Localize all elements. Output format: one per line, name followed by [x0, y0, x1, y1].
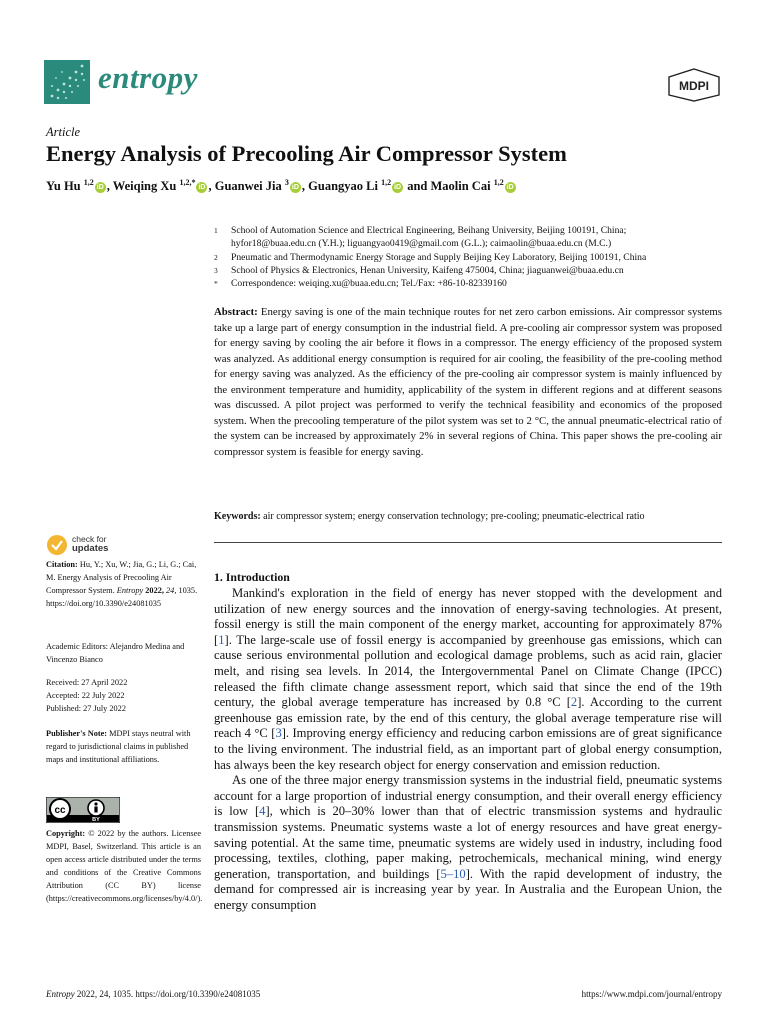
footer-citation	[46, 989, 260, 999]
publisher-note-text: MDPI stays neutral with regard to jurisdictional claims in published maps and institutional affiliations.	[46, 729, 191, 765]
reference-link[interactable]: 5–10	[440, 866, 466, 881]
reference-link[interactable]: 1	[218, 632, 225, 647]
author-affiliation-sup: 1,2	[493, 178, 504, 187]
svg-text:BY: BY	[92, 817, 100, 823]
section-heading: 1. Introduction	[214, 570, 290, 584]
journal-name: entropy	[98, 60, 198, 95]
check-updates-icon	[46, 534, 68, 556]
abstract-label: Abstract:	[214, 306, 258, 318]
orcid-icon[interactable]: iD	[96, 183, 104, 191]
keywords-text: air compressor system; energy conservation technology; pre-cooling; pneumatic-electrical ratio	[263, 511, 645, 522]
orcid-icon[interactable]: iD	[198, 183, 206, 191]
author-name: Weiqing Xu $^{1,2,*}$iD	[112, 178, 206, 194]
author-affiliation-sup: 1,2	[83, 178, 94, 187]
citation-label: Citation:	[46, 560, 78, 569]
orcid-icon[interactable]: iD	[506, 183, 514, 191]
reference-link[interactable]: 4	[259, 804, 266, 819]
copyright-label: Copyright:	[46, 829, 86, 838]
publisher-note	[46, 727, 201, 766]
section-divider	[214, 542, 722, 543]
section-body	[214, 586, 722, 913]
affiliation-text: Pneumatic and Thermodynamic Energy Storage and Supply Beijing Key Laboratory, Beijing 100191, China	[231, 252, 647, 263]
affiliation-text: Correspondence: weiqing.xu@buaa.edu.cn; Tel./Fax: +86-10-82339160	[231, 278, 507, 289]
footer-journal: Entropy	[46, 989, 75, 999]
svg-text:cc: cc	[54, 805, 66, 816]
copyright-text: © 2022 by the authors. Licensee MDPI, Basel, Switzerland. This article is an open access article distributed under the terms and conditions of the Creative Commons Attribution (CC BY) license (https://creativecommons.org/licenses/by/4.0/).	[46, 829, 203, 904]
article-type: Article	[46, 125, 81, 139]
abstract	[214, 305, 722, 460]
mdpi-logo-icon	[666, 68, 722, 102]
entropy-logo-icon	[44, 60, 90, 104]
affiliation-text: School of Physics & Electronics, Henan University, Kaifeng 475004, China; jiaguanwei@buaa.edu.cn	[231, 265, 624, 276]
citation-volume: 24,	[166, 586, 177, 596]
paragraph-1: Mankind's exploration in the field of energy has never stopped with the development and utilization of new energy sources and the innovation of energy-saving technologies. At present, fossil energy is still the main component of the energy market, accounting for approximately 87% [1]. The large-scale use of fossil energy is accompanied by greenhouse gas emissions, which can cause serious environmental pollution and ecological damage problems, such as acid rain, glacier melt, and rising sea levels. In 2014, the Intergovernmental Panel on Climate Change (IPCC) released the fifth climate change assessment report, which said that since the end of the 19th century, the global average temperature has increased by 0.8 °C [2]. According to the current greenhouse gas emission rate, by the end of this century, the global average temperature rise will reach 4 °C [3]. Improving energy efficiency and reducing carbon emissions are of great significance to the living environment. The industrial field, as an important part of global energy consumption, has always been the key research object for energy conservation and emission reduction.	[214, 586, 722, 772]
orcid-icon[interactable]: iD	[291, 183, 299, 191]
keywords-label: Keywords:	[214, 511, 261, 522]
citation-text: Hu, Y.; Xu, W.; Jia, G.; Li, G.; Cai, M. Energy Analysis of Precooling Air Compressor System.	[46, 560, 197, 596]
reference-link[interactable]: 2	[570, 695, 578, 710]
affiliation-number: 1	[214, 226, 218, 235]
citation-year: 2022,	[145, 586, 164, 596]
check-updates-line1: check for	[72, 534, 107, 544]
affiliation-text: hyfor18@buaa.edu.cn (Y.H.); liguangyao0419@gmail.com (G.L.); caimaolin@buaa.edu.cn (M.C.)	[231, 238, 612, 249]
dates-block	[46, 676, 201, 715]
author-name: Maolin Cai $^{1,2}$iD	[430, 178, 514, 194]
check-updates-line2: updates	[72, 543, 109, 554]
cc-by-license-icon[interactable]	[46, 797, 120, 823]
citation-journal: Entropy	[116, 586, 144, 596]
keywords	[214, 511, 645, 522]
author-affiliation-sup: 3	[284, 178, 289, 187]
check-for-updates-button[interactable]	[46, 534, 196, 558]
affiliation-number: *	[214, 279, 218, 288]
citation-block	[46, 558, 201, 610]
paper-title: Energy Analysis of Precooling Air Compressor System	[46, 141, 567, 166]
author-list: Yu Hu $^{1,2}$iD , Weiqing Xu $^{1,2,*}$iD , Guanwei Jia $^3$iD , Guangyao Li $^{1,2}$iD and Maolin Cai $^{1,2}$iD	[46, 178, 517, 194]
author-name: Yu Hu $^{1,2}$iD	[46, 178, 104, 194]
footer-doi[interactable]: 2022, 24, 1035. https://doi.org/10.3390/e24081035	[76, 989, 261, 999]
reference-link[interactable]: 3	[275, 726, 282, 741]
citation-doi: 1035. https://doi.org/10.3390/e24081035	[46, 586, 198, 609]
paragraph-2: As one of the three major energy transmission systems in the industrial field, pneumatic systems account for a large proportion of industrial energy consumption, and their overall energy efficiency is low [4], which is 20–30% lower than that of electric transmission systems and hydraulic transmission systems. Pneumatic systems waste a lot of energy resources and have great energy-saving potential. At the same time, pneumatic systems are widely used in industry, including food processing, textiles, clothing, paper making, petrochemicals, mechanical mining, wind energy generation, transportation, and buildings [5–10]. With the rapid development of industry, the demand for compressed air is increasing year by year. In Australia and the European Union, the energy consumption	[214, 773, 723, 912]
academic-editors: Academic Editors: Alejandro Medina and Vincenzo Bianco	[46, 642, 185, 665]
affiliation-number: 2	[214, 253, 218, 262]
abstract-text: Energy saving is one of the main technique routes for net zero carbon emissions. Air compressor systems take up a large part of energy consumption in the industrial field. A pre-cooling air compressor system was proposed for energy saving by cooling the air before it flows in a compressor. The energy efficiency of the proposed system was analyzed. As additional energy consumption is required for air cooling, the feasibility of the pre-cooling method for energy saving was analyzed. As the efficiency of the pre-cooling air compressor system is mainly influenced by the environment temperature and humidity, applicability of the system in different regions and at different seasons was discussed. A pilot project was performed to verify the technical feasibility and economics of the proposed system. When the precooling temperature of the pilot system was set to 2 °C, the annual pneumatic-electrical ratio of the system can be increased by approximately 2% in several regions of China. This paper shows the pre-cooling air compressor system is feasible for energy saving.	[214, 306, 722, 458]
copyright-block	[46, 827, 201, 906]
author-name: Guangyao Li $^{1,2}$iD	[308, 178, 402, 194]
affiliation-number: 3	[214, 266, 218, 275]
accepted-date: Accepted: 22 July 2022	[46, 691, 125, 701]
published-date: Published: 27 July 2022	[46, 704, 126, 714]
author-affiliation-sup: 1,2	[381, 178, 392, 187]
orcid-icon[interactable]: iD	[394, 183, 402, 191]
footer-journal-url[interactable]: https://www.mdpi.com/journal/entropy	[581, 989, 722, 999]
publisher-note-label: Publisher's Note:	[46, 729, 108, 738]
author-affiliation-sup: 1,2,*	[179, 178, 196, 187]
received-date: Received: 27 April 2022	[46, 678, 128, 687]
author-name: Guanwei Jia $^3$iD	[214, 178, 299, 194]
svg-text:MDPI: MDPI	[679, 79, 709, 93]
affiliation-text: School of Automation Science and Electrical Engineering, Beihang University, Beijing 100191, China;	[231, 225, 627, 236]
